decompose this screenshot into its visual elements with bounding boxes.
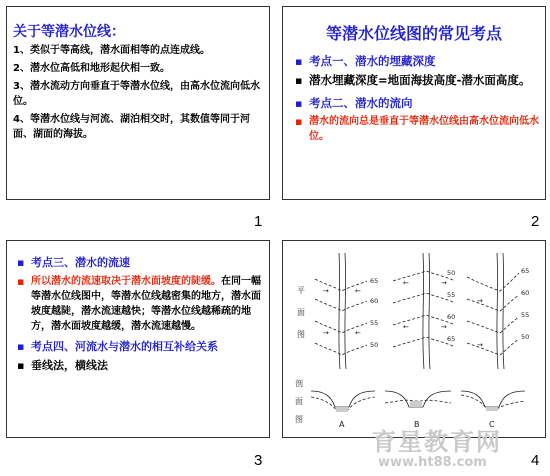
svg-text:→: → xyxy=(477,297,483,305)
slide3-speed-black: 在同一幅等潜水位线图中，等潜水位线越密集的地方，潜水面坡度越陡，潜水流速越快；等潜水位线越稀疏的地方，潜水面坡度越缓，潜水流速越慢。 xyxy=(31,275,261,332)
svg-text:←: ← xyxy=(403,323,409,331)
river-water-b xyxy=(410,401,422,407)
plan-label-char: 面 xyxy=(297,308,305,317)
value-label: 60 xyxy=(447,313,456,321)
slide1-list xyxy=(13,43,263,145)
slide1-item: 2、潜水位高低和地形起伏相一致。 xyxy=(13,63,170,74)
contour-line xyxy=(467,317,519,333)
contour-line xyxy=(393,337,455,347)
value-label: 50 xyxy=(521,333,530,341)
value-label: 55 xyxy=(521,311,530,319)
slide2-title: 等潜水位线图的常见考点 xyxy=(325,24,502,43)
slide4-page-number: 4 xyxy=(531,452,540,469)
svg-text:→: → xyxy=(323,329,329,337)
svg-text:→: → xyxy=(323,287,329,295)
slide1-item: 1、类似于等高线，潜水面相等的点连成线。 xyxy=(13,45,210,56)
river-water-a xyxy=(336,407,348,412)
value-label: 60 xyxy=(521,289,530,297)
plan-label-char: 平 xyxy=(297,286,305,295)
river-line-c1 xyxy=(497,253,498,369)
value-label: 65 xyxy=(521,267,530,275)
svg-text:←: ← xyxy=(355,287,361,295)
watermark-logo-text: 育星教育网 xyxy=(372,428,502,456)
contour-line xyxy=(467,295,519,311)
value-label: 65 xyxy=(370,277,379,285)
slide1-title: 关于等潜水位线： xyxy=(13,24,125,40)
section-label-char: 面 xyxy=(295,397,303,406)
section-label-char: 图 xyxy=(295,415,303,424)
slide2-point1: ▪ 考点一、潜水的埋藏深度 xyxy=(295,53,539,70)
contour-line xyxy=(467,339,519,355)
value-label: 65 xyxy=(447,335,456,343)
contour-line xyxy=(467,273,519,291)
slide-2[interactable] xyxy=(282,6,546,200)
contour-line xyxy=(315,299,367,311)
slide3-point3: ▪ 考点三、潜水的流速 xyxy=(17,255,263,271)
river-line-a1 xyxy=(339,253,340,369)
svg-text:→: → xyxy=(441,323,447,331)
section-label-char: 剖 xyxy=(295,379,303,388)
slide-1[interactable] xyxy=(6,6,270,200)
slide1-item: 3、潜水流动方向垂直于等潜水位线，由高水位流向低水位。 xyxy=(13,81,260,107)
svg-text:←: ← xyxy=(355,329,361,337)
slide3-page-number: 3 xyxy=(254,452,263,469)
slide1-item: 4、等潜水位线与河流、湖泊相交时，其数值等同于河面、湖面的海拔。 xyxy=(13,114,250,140)
slide3-method: ▪ 垂线法，横线法 xyxy=(17,358,263,374)
groundwater-diagram xyxy=(283,241,545,437)
slide1-page-number: 1 xyxy=(254,213,263,230)
slide2-list xyxy=(295,53,539,144)
contour-line xyxy=(393,293,455,303)
river-line-b2 xyxy=(429,253,430,369)
slide3-point4: ▪ 考点四、河流水与潜水的相互补给关系 xyxy=(17,339,263,355)
slide2-point2: ▪ 考点二、潜水的流向 xyxy=(295,95,539,112)
value-label: 55 xyxy=(370,319,379,327)
svg-text:→: → xyxy=(477,341,483,349)
contour-line xyxy=(315,343,367,355)
section-letter: A xyxy=(339,420,345,429)
slide-3[interactable] xyxy=(6,240,270,438)
value-label: 50 xyxy=(447,269,456,277)
value-label: 50 xyxy=(370,341,379,349)
slide2-page-number: 2 xyxy=(531,213,540,230)
river-water-c xyxy=(486,407,498,411)
section-letter: B xyxy=(414,420,420,429)
slide-4[interactable] xyxy=(282,240,546,438)
section-letter: C xyxy=(489,420,495,429)
slide3-list xyxy=(17,255,263,374)
river-line-a2 xyxy=(345,253,346,369)
plan-label-char: 图 xyxy=(297,330,305,339)
slide3-speed-red: 所以潜水的流速取决于潜水面坡度的陡缓。 xyxy=(31,275,221,287)
watermark-url: www.ht88.com xyxy=(378,455,487,470)
slide2-formula: ▪ 潜水埋藏深度=地面海拔高度-潜水面高度。 xyxy=(295,72,539,89)
slide2-flow-rule: ▪ 潜水的流向总是垂直于等潜水位线由高水位流向低水位。 xyxy=(295,114,539,144)
svg-text:→: → xyxy=(441,279,447,287)
slide3-speed-paragraph xyxy=(17,274,263,334)
value-label: 60 xyxy=(370,297,379,305)
svg-text:←: ← xyxy=(403,279,409,287)
river-line-b1 xyxy=(423,253,424,369)
section-ground-c xyxy=(461,391,525,407)
value-label: 55 xyxy=(447,291,456,299)
